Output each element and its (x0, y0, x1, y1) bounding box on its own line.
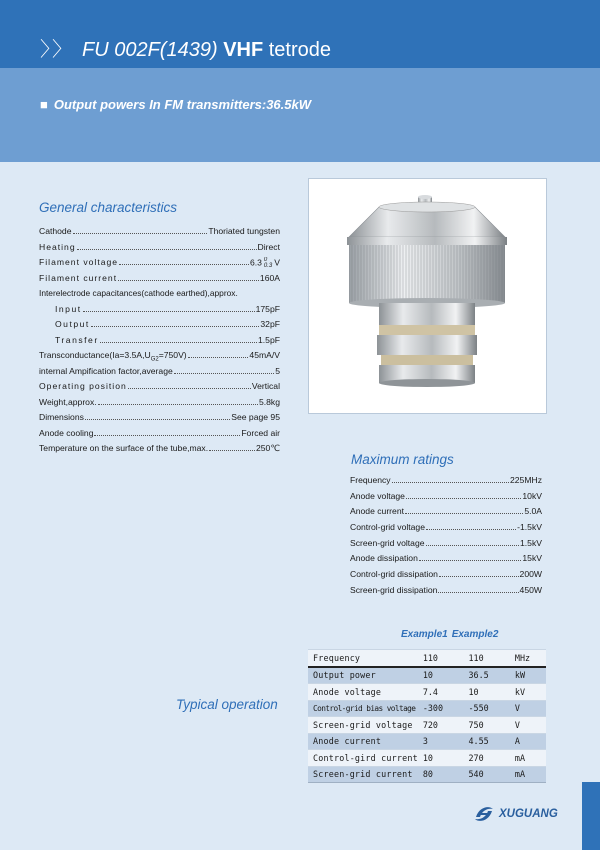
leader-dots (439, 569, 519, 577)
rating-value: 15kV (522, 553, 542, 564)
rating-label: Anode current (350, 506, 404, 517)
leader-dots (406, 491, 521, 499)
spec-row (39, 304, 280, 320)
table-row (308, 700, 546, 717)
leader-dots (392, 475, 509, 483)
rating-value: 450W (519, 584, 542, 595)
spec-value-text: 160A (259, 272, 280, 283)
spec-value-text: 250℃ (256, 443, 280, 453)
cell-param: Anode voltage (308, 684, 418, 701)
rating-label: Control-grid voltage (350, 522, 425, 533)
example2-header: Example2 (451, 629, 499, 640)
tolerance (264, 257, 272, 269)
square-bullet-icon: ■ (40, 97, 48, 112)
spec-value (241, 428, 280, 438)
rating-row (350, 585, 542, 601)
cell-ex1: 3 (418, 733, 464, 750)
spec-row (39, 257, 280, 273)
cell-unit: A (510, 733, 546, 750)
spec-value (260, 319, 280, 329)
leader-dots (91, 319, 260, 327)
general-characteristics-title: General characteristics (39, 200, 178, 215)
tetrode-tube-image (309, 179, 546, 413)
typical-operation-title: Typical operation (176, 697, 278, 712)
spec-row (39, 242, 280, 258)
xuguang-logo-icon (473, 803, 495, 825)
spec-label-text: Filament current (39, 272, 118, 283)
maximum-ratings-title: Maximum ratings (351, 452, 454, 467)
rating-row (350, 553, 542, 569)
cell-ex2: 540 (464, 766, 510, 783)
spec-label (39, 366, 173, 376)
cell-ex2: -550 (464, 700, 510, 717)
leader-dots (426, 522, 516, 530)
typical-operation-table (308, 649, 546, 783)
rating-row (350, 475, 542, 491)
rating-value: 225MHz (510, 475, 542, 485)
spec-label-text: Anode cooling (39, 427, 94, 438)
spec-label (39, 319, 90, 329)
spec-label (39, 304, 82, 314)
spec-label-text: Interelectrode capacitances(cathode earthed),approx. (39, 288, 238, 298)
general-characteristics-list (39, 226, 280, 459)
cell-unit: MHz (510, 650, 546, 667)
spec-value-text: 5 (275, 365, 280, 376)
spec-label-text: Transconductance(Ia=3.5A,U (39, 350, 151, 360)
spec-row (39, 428, 280, 444)
leader-dots (174, 366, 274, 374)
spec-label-text: Filament voltage (39, 257, 119, 268)
tube-band: VHF (223, 39, 264, 61)
spec-value (275, 366, 280, 376)
leader-dots (188, 350, 249, 358)
spec-value (231, 412, 280, 422)
spec-row (39, 350, 280, 366)
spec-label-text: Heating (39, 241, 76, 252)
chevron-right-icon: 〉〉 (40, 39, 74, 61)
rating-value: 5.0A (524, 506, 542, 517)
spec-label-text: internal Ampification factor,average (39, 365, 173, 376)
table-row (308, 766, 546, 783)
tolerance-upper: 0 (263, 257, 268, 263)
leader-dots (119, 257, 249, 265)
spec-value-text: 32pF (260, 319, 280, 329)
table-row (308, 750, 546, 767)
spec-label (39, 412, 84, 422)
rating-row (350, 538, 542, 554)
rating-label: Screen-grid dissipation (350, 584, 438, 595)
cell-ex1: 10 (418, 667, 464, 684)
xuguang-logo (473, 803, 558, 825)
maximum-ratings-list (350, 475, 542, 601)
spec-value-text: 45mA/V (249, 350, 280, 360)
cell-ex1: -300 (418, 700, 464, 717)
cell-ex2: 10 (464, 684, 510, 701)
spec-value (256, 443, 280, 454)
spec-row (39, 273, 280, 289)
cell-unit: V (510, 700, 546, 717)
cell-ex1: 110 (418, 650, 464, 667)
spec-label (39, 226, 72, 236)
cell-ex2: 36.5 (464, 667, 510, 684)
leader-dots (85, 412, 230, 420)
spec-unit: V (274, 257, 280, 268)
leader-dots (438, 585, 518, 593)
spec-value-text: Forced air (241, 427, 280, 438)
tolerance-lower: 0.3 (263, 263, 273, 269)
spec-label-text: Dimensions (39, 412, 84, 422)
spec-label-text: Temperature on the surface of the tube,max. (39, 443, 209, 453)
spec-row (39, 443, 280, 459)
rating-row (350, 491, 542, 507)
table-row (308, 717, 546, 734)
spec-label-text: Output (55, 319, 90, 329)
cell-ex1: 80 (418, 766, 464, 783)
leader-dots (426, 538, 519, 546)
spec-value-text: 5.8kg (258, 396, 280, 407)
spec-value-text: Vertical (251, 381, 280, 391)
table-row (308, 650, 546, 667)
spec-value-text: Direct (257, 241, 280, 252)
output-power-summary: Output powers In FM transmitters:36.5kW (53, 97, 312, 112)
rating-row (350, 569, 542, 585)
table-row (308, 667, 546, 684)
spec-label-text: Cathode (39, 226, 72, 236)
rating-row (350, 506, 542, 522)
spec-label (39, 443, 208, 453)
page-title (40, 33, 331, 62)
spec-row (39, 397, 280, 413)
cell-param: Output power (308, 667, 418, 684)
spec-label-subscript: G2 (150, 356, 159, 363)
spec-value-text: 175pF (255, 303, 280, 314)
cell-param: Screen-grid current (308, 766, 418, 783)
rating-row (350, 522, 542, 538)
rating-label: Frequency (350, 475, 391, 485)
rating-value: 10kV (522, 490, 542, 501)
subheader-band (0, 68, 600, 162)
spec-label-text: Operating position (39, 381, 127, 391)
leader-dots (94, 428, 240, 436)
cell-ex1: 7.4 (418, 684, 464, 701)
leader-dots (209, 443, 255, 451)
spec-row (39, 288, 280, 304)
leader-dots (100, 335, 257, 343)
cell-ex1: 10 (418, 750, 464, 767)
table-row (308, 733, 546, 750)
leader-dots (83, 304, 255, 312)
leader-dots (405, 506, 523, 514)
spec-value-text: Thoriated tungsten (208, 226, 280, 236)
spec-label (39, 257, 118, 267)
spec-value (260, 273, 280, 283)
spec-row (39, 335, 280, 351)
spec-label-text: Input (55, 303, 82, 314)
spec-row (39, 366, 280, 382)
spec-label (39, 397, 97, 407)
subheader (40, 97, 311, 112)
leader-dots (73, 226, 208, 234)
cell-unit: kW (510, 667, 546, 684)
spec-label (39, 381, 127, 391)
spec-row (39, 381, 280, 397)
rating-value: 1.5kV (520, 537, 542, 548)
cell-param: Anode current (308, 733, 418, 750)
cell-param: Control-grid bias voltage (308, 700, 418, 717)
side-stripe (582, 782, 600, 850)
leader-dots (98, 397, 258, 405)
tube-kind: tetrode (268, 39, 332, 61)
tube-photo (308, 178, 547, 414)
spec-value (258, 242, 280, 252)
cell-ex2: 110 (464, 650, 510, 667)
spec-label (39, 350, 187, 363)
rating-label: Control-grid dissipation (350, 569, 438, 580)
spec-value (252, 381, 280, 391)
cell-unit: V (510, 717, 546, 734)
leader-dots (419, 553, 522, 561)
example-column-headers (401, 629, 502, 640)
spec-label-tail: =750V) (158, 350, 187, 360)
cell-ex2: 4.55 (464, 733, 510, 750)
spec-value-text: See page 95 (231, 412, 280, 422)
cell-ex2: 270 (464, 750, 510, 767)
rating-label: Anode voltage (350, 490, 405, 501)
cell-unit: mA (510, 750, 546, 767)
cell-unit: mA (510, 766, 546, 783)
spec-value-text: 1.5pF (258, 334, 280, 345)
spec-label (39, 335, 99, 345)
spec-row (39, 412, 280, 428)
cell-param: Screen-grid voltage (308, 717, 418, 734)
rating-label: Screen-grid voltage (350, 537, 425, 548)
rating-value: 200W (519, 569, 542, 580)
rating-label: Anode dissipation (350, 553, 418, 564)
spec-label-text: Weight,approx. (39, 396, 97, 407)
spec-value (249, 350, 280, 360)
spec-value (259, 397, 280, 407)
spec-value (256, 304, 280, 314)
spec-label (39, 288, 238, 298)
spec-label (39, 428, 93, 438)
spec-value (250, 257, 280, 269)
cell-param: Frequency (308, 650, 418, 667)
tube-model: FU 002F(1439) (82, 39, 218, 61)
rating-value: -1.5kV (517, 522, 542, 533)
leader-dots (128, 381, 251, 389)
spec-value-text: 6.3 (249, 257, 262, 268)
example1-header: Example1 (401, 629, 448, 640)
spec-label (39, 273, 117, 283)
spec-value (258, 335, 280, 345)
spec-value (208, 226, 280, 236)
table-row (308, 684, 546, 701)
spec-label-text: Transfer (55, 334, 99, 345)
cell-ex2: 750 (464, 717, 510, 734)
xuguang-logo-text: XUGUANG (499, 808, 558, 820)
leader-dots (77, 242, 257, 250)
cell-param: Control-gird current (308, 750, 418, 767)
leader-dots (118, 273, 259, 281)
cell-ex1: 720 (418, 717, 464, 734)
spec-label (39, 242, 76, 252)
spec-row (39, 319, 280, 335)
spec-row (39, 226, 280, 242)
cell-unit: kV (510, 684, 546, 701)
